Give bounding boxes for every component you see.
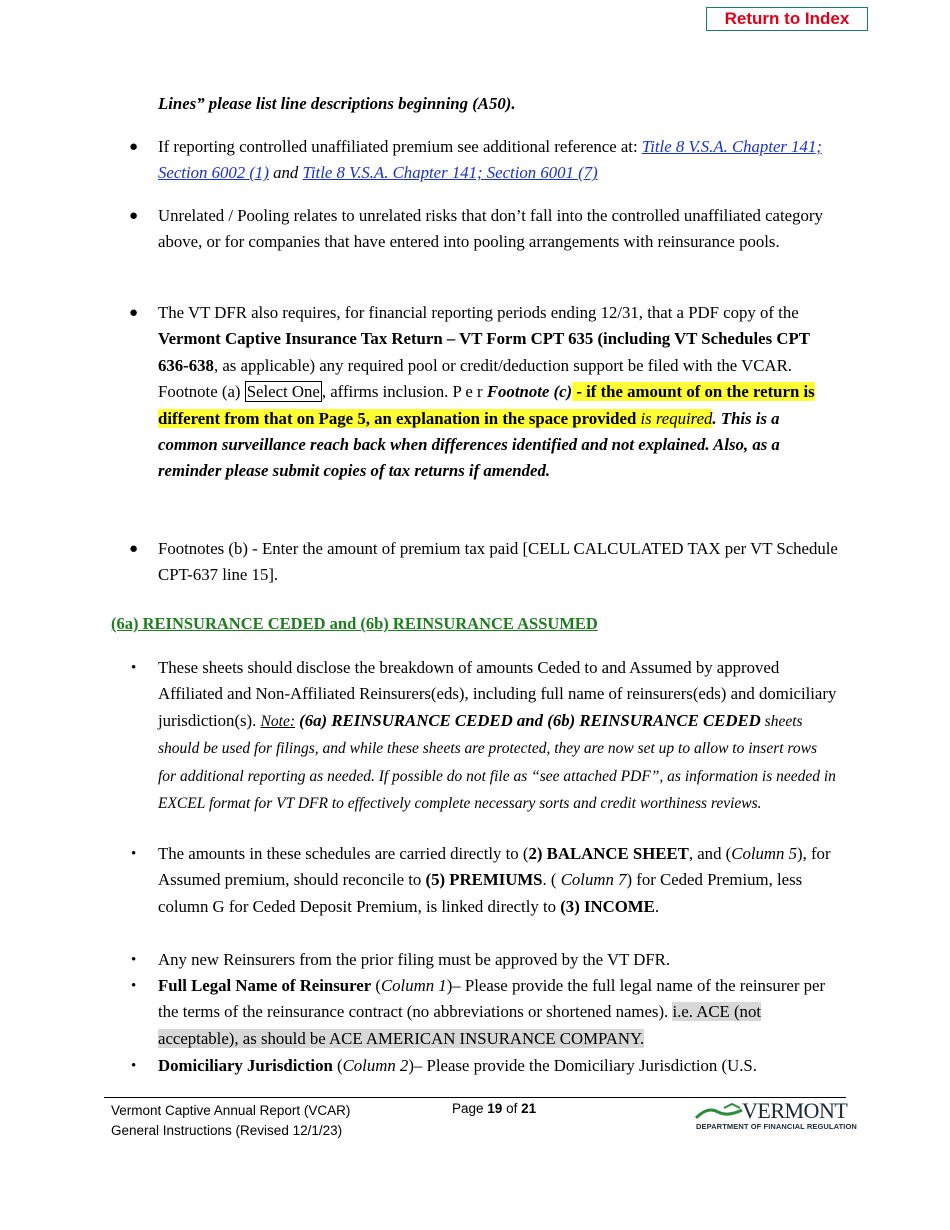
text: If reporting controlled unaffiliated premium see additional reference at: (158, 137, 642, 156)
text: ) for Ceded Premium, less column G for Ceded Deposit Premium, is linked directly to (158, 870, 803, 916)
bullet-controlled (158, 134, 838, 187)
example-text: i.e. ACE (not acceptable), as should be ACE AMERICAN INSURANCE COMPANY. (158, 1002, 761, 1048)
text: , as applicable) any required pool or credit/deduction support be filed with the VCAR. Footnote (a) (158, 355, 792, 402)
text: Page (452, 1101, 488, 1116)
sheet-names: (6a) REINSURANCE CEDED and (6b) REINSURANCE CEDED (294, 710, 761, 730)
premiums-ref: (5) PREMIUMS (425, 870, 543, 890)
link-title8-6002[interactable]: Title 8 V.S.A. Chapter 141; Section 6002 (1) (158, 137, 822, 183)
footer-left (111, 1101, 350, 1141)
balance-sheet-ref: 2) BALANCE SHEET (528, 844, 689, 863)
logo-subtitle: DEPARTMENT OF FINANCIAL REGULATION (696, 1122, 857, 1131)
highlight-text: - if the amount of on the return is different from that on Page 5, an explanation in the space provided (158, 382, 815, 428)
text: . ( (542, 870, 561, 890)
mountain-icon (694, 1100, 744, 1122)
total-pages: 21 (521, 1101, 537, 1116)
select-one-field[interactable]: Select One (246, 382, 320, 402)
bullet-unrelated: Unrelated / Pooling relates to unrelated risks that don’t fall into the controlled unaffiliated category above, or for companies that have entered into pooling arrangements with reinsurance pools. (158, 206, 823, 252)
field-name: Domiciliary Jurisdiction (158, 1056, 333, 1075)
logo-wordmark: VERMONT (742, 1098, 848, 1123)
footer-revision: General Instructions (Revised 12/1/23) (111, 1123, 343, 1138)
bullet-dot: • (131, 846, 137, 862)
column-ref: Column 7 (560, 870, 627, 890)
reins-bullet-2 (158, 841, 838, 920)
text: . (654, 896, 660, 916)
note-text: sheets should be used for filings, and while these sheets are protected, they are now set up to allow to insert rows for additional reporting as needed. If possible do not file as “see attached PDF”, as information is needed in EXCEL format for VT DFR to effectively complete necessary sorts and credit worthiness reviews. (158, 712, 836, 813)
column-ref: Column 5 (731, 844, 797, 863)
vermont-dfr-logo (694, 1098, 857, 1136)
text: , and ( (688, 844, 732, 863)
reins-bullet-5 (158, 1053, 838, 1079)
reminder-text: . This is a common surveillance reach back when differences identified and not explained. Also, as a reminder please submit copies of tax returns if amended. (158, 408, 780, 481)
bullet-dot: • (131, 978, 137, 994)
section-heading: (6a) REINSURANCE CEDED and (6b) REINSURANCE ASSUMED (111, 614, 598, 633)
footer-report-name: Vermont Captive Annual Report (VCAR) (111, 1103, 351, 1118)
bullet-dot: ● (129, 139, 139, 155)
text: ( (332, 1056, 343, 1075)
reins-bullet-1 (158, 655, 838, 817)
bullet-footnotes-b: Footnotes (b) - Enter the amount of premium tax paid [CELL CALCULATED TAX per VT Schedule CPT-637 line 15]. (158, 539, 838, 585)
bullet-dot: • (131, 1058, 137, 1074)
reins-bullet-4 (158, 973, 838, 1052)
top-fragment: Lines” please list line descriptions beginning (A50). (158, 94, 516, 113)
reins-bullet-3: Any new Reinsurers from the prior filing must be approved by the VT DFR. (158, 950, 671, 969)
return-to-index-button[interactable]: Return to Index (706, 7, 868, 31)
bullet-dot: ● (129, 541, 139, 557)
column-ref: Column 1 (380, 976, 447, 995)
footer-divider (104, 1097, 846, 1098)
current-page: 19 (487, 1101, 503, 1116)
text: of (502, 1101, 522, 1116)
bullet-dot: • (131, 952, 137, 968)
tax-return-name: Vermont Captive Insurance Tax Return – VT Form CPT 635 (including VT Schedules CPT 636-638 (158, 329, 810, 375)
link-title8-6001[interactable]: Title 8 V.S.A. Chapter 141; Section 6001 (7) (302, 163, 598, 183)
bullet-dot: • (131, 660, 137, 676)
column-ref: Column 2 (342, 1056, 409, 1075)
bullet-dot: ● (129, 208, 139, 224)
field-name: Full Legal Name of Reinsurer (158, 976, 372, 995)
page-number (452, 1101, 536, 1116)
text: The amounts in these schedules are carried directly to ( (158, 844, 529, 863)
bullet-dot: ● (129, 305, 139, 321)
text: , affirms inclusion. P e r (321, 382, 487, 402)
bullet-vtdfr (158, 300, 838, 485)
and-text: and (268, 163, 303, 183)
footnote-c: Footnote (c) (486, 382, 573, 402)
text: These sheets should disclose the breakdown of amounts Ceded to and Assumed by approved Affiliated and Non-Affiliated Reinsurers(eds), including full name of reinsurers(eds) and domiciliary jurisdiction(s). (158, 658, 837, 730)
text: )– Please provide the full legal name of the reinsurer per the terms of the reinsurance contract (no abbreviations or shortened names). (158, 976, 826, 1022)
highlight-required: is required (636, 408, 713, 428)
text: ( (371, 976, 381, 995)
text: )– Please provide the Domiciliary Jurisdiction (U.S. (408, 1056, 757, 1075)
income-ref: (3) INCOME (560, 896, 655, 916)
text: The VT DFR also requires, for financial reporting periods ending 12/31, that a PDF copy of the (158, 303, 799, 322)
text: ), for Assumed premium, should reconcile to (158, 844, 831, 890)
note-label: Note: (260, 712, 295, 730)
